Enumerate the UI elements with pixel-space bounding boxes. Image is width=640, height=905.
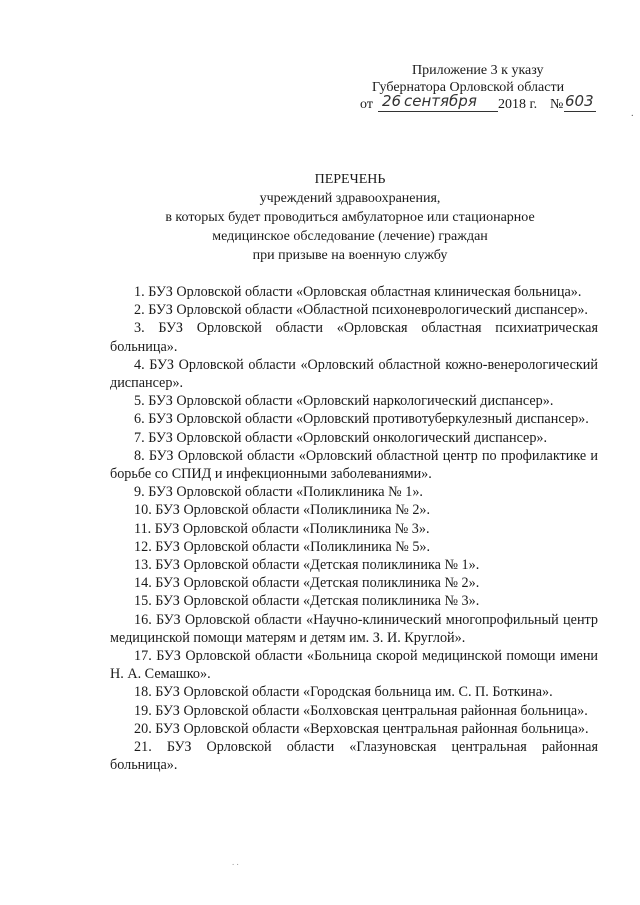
title-heading: ПЕРЕЧЕНЬ	[314, 172, 386, 187]
title-line-4: при призыве на военную службу	[252, 248, 448, 263]
list-item: 13. БУЗ Орловской области «Детская поликлиника № 1».	[134, 557, 480, 574]
list-item: 16. БУЗ Орловской области «Научно-клинический многопрофильный центр медицинской помощи матерям и детям им. З. И. Круглой».	[110, 611, 598, 646]
appendix-label: Приложение 3 к указу	[412, 63, 544, 78]
margin-mark: ·	[630, 111, 634, 122]
list-item: 21. БУЗ Орловской области «Глазуновская центральная районная больница».	[110, 739, 598, 774]
number-label: №	[550, 97, 564, 112]
title-line-1: учреждений здравоохранения,	[259, 191, 441, 206]
list-item: 19. БУЗ Орловской области «Болховская центральная районная больница».	[134, 702, 588, 719]
number-underline	[564, 111, 596, 112]
list-item: 1. БУЗ Орловской области «Орловская областная клиническая больница».	[134, 284, 582, 300]
title-line-2: в которых будет проводиться амбулаторное или стационарное	[165, 210, 535, 225]
list-item: 5. БУЗ Орловской области «Орловский наркологический диспансер».	[134, 393, 554, 410]
list-item: 11. БУЗ Орловской области «Поликлиника № 3».	[134, 520, 430, 537]
scan-artifact: . .	[232, 857, 239, 867]
title-line-3: медицинское обследование (лечение) граждан	[212, 229, 488, 244]
list-item: 15. БУЗ Орловской области «Детская поликлиника № 3».	[134, 593, 480, 610]
decree-issuer: Губернатора Орловской области	[372, 80, 565, 95]
list-item: 9. БУЗ Орловской области «Поликлиника № 1».	[134, 484, 423, 501]
list-item: 8. БУЗ Орловской области «Орловский областной центр по профилактике и борьбе со СПИД и инфекционными заболеваниями».	[110, 447, 598, 483]
list-item: 2. БУЗ Орловской области «Областной психоневрологический диспансер».	[134, 302, 588, 319]
list-item: 7. БУЗ Орловской области «Орловский онкологический диспансер».	[134, 429, 548, 446]
list-item: 10. БУЗ Орловской области «Поликлиника № 2».	[134, 502, 431, 519]
list-item: 14. БУЗ Орловской области «Детская поликлиника № 2».	[134, 575, 480, 592]
list-item: 6. БУЗ Орловской области «Орловский противотуберкулезный диспансер».	[134, 411, 589, 428]
institution-list	[110, 283, 598, 774]
document-title	[0, 170, 640, 265]
month-underline	[402, 111, 498, 112]
day-underline	[378, 111, 404, 112]
list-item: 12. БУЗ Орловской области «Поликлиника № 5».	[134, 538, 431, 555]
date-month: сентября	[404, 92, 477, 110]
date-prefix: от	[360, 97, 373, 112]
date-day: 26	[382, 92, 402, 110]
decree-date-line	[360, 92, 594, 114]
appendix-header	[360, 62, 594, 114]
list-item: 17. БУЗ Орловской области «Больница скорой медицинской помощи имени Н. А. Семашко».	[110, 648, 598, 683]
date-year: 2018 г.	[498, 97, 538, 112]
list-item: 4. БУЗ Орловской области «Орловский областной кожно-венерологический диспансер».	[110, 356, 598, 392]
decree-number: 603	[565, 92, 594, 110]
list-item: 18. БУЗ Орловской области «Городская больница им. С. П. Боткина».	[134, 684, 553, 701]
list-item: 3. БУЗ Орловской области «Орловская областная психиатрическая больница».	[110, 320, 598, 355]
list-item: 20. БУЗ Орловской области «Верховская центральная районная больница».	[134, 720, 589, 737]
